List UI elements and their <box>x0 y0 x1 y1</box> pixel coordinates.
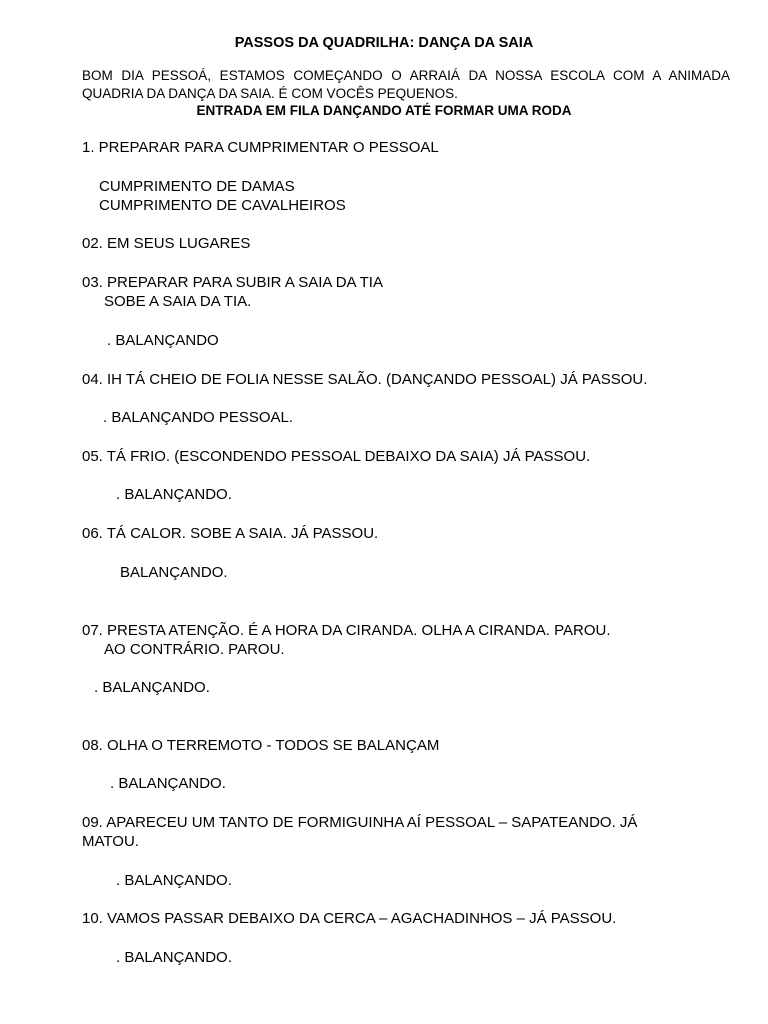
step-8: 08. OLHA O TERREMOTO - TODOS SE BALANÇAM <box>82 737 440 754</box>
step-9: 09. APARECEU UM TANTO DE FORMIGUINHA AÍ PESSOAL – SAPATEANDO. JÁ <box>82 814 638 831</box>
intro-line-2: QUADRIA DA DANÇA DA SAIA. É COM VOCÊS PEQUENOS. <box>82 86 458 101</box>
intro-line-1: BOM DIA PESSOÁ, ESTAMOS COMEÇANDO O ARRAIÁ DA NOSSA ESCOLA COM A ANIMADA <box>82 68 730 83</box>
step-4-swing: . BALANÇANDO PESSOAL. <box>103 409 294 426</box>
step-5: 05. TÁ FRIO. (ESCONDENDO PESSOAL DEBAIXO DA SAIA) JÁ PASSOU. <box>82 448 591 465</box>
document-title: PASSOS DA QUADRILHA: DANÇA DA SAIA <box>234 35 534 51</box>
step-3: 03. PREPARAR PARA SUBIR A SAIA DA TIA <box>82 274 383 291</box>
step-1-sub-2: CUMPRIMENTO DE CAVALHEIROS <box>99 197 346 214</box>
step-1-sub-1: CUMPRIMENTO DE DAMAS <box>99 178 295 195</box>
step-5-swing: . BALANÇANDO. <box>116 486 232 503</box>
step-10: 10. VAMOS PASSAR DEBAIXO DA CERCA – AGACHADINHOS – JÁ PASSOU. <box>82 910 617 927</box>
step-6-swing: BALANÇANDO. <box>120 564 228 581</box>
step-3-sub: SOBE A SAIA DA TIA. <box>104 293 252 310</box>
step-2: 02. EM SEUS LUGARES <box>82 235 251 252</box>
document-subtitle: ENTRADA EM FILA DANÇANDO ATÉ FORMAR UMA RODA <box>196 103 572 118</box>
step-9-swing: . BALANÇANDO. <box>116 872 232 889</box>
step-1: 1. PREPARAR PARA CUMPRIMENTAR O PESSOAL <box>82 139 439 156</box>
step-3-swing: . BALANÇANDO <box>107 332 219 349</box>
step-6: 06. TÁ CALOR. SOBE A SAIA. JÁ PASSOU. <box>82 525 379 542</box>
step-8-swing: . BALANÇANDO. <box>110 775 226 792</box>
step-10-swing: . BALANÇANDO. <box>116 949 232 966</box>
step-7: 07. PRESTA ATENÇÃO. É A HORA DA CIRANDA. OLHA A CIRANDA. PAROU. <box>82 622 611 639</box>
step-7-sub: AO CONTRÁRIO. PAROU. <box>104 641 285 658</box>
step-4: 04. IH TÁ CHEIO DE FOLIA NESSE SALÃO. (DANÇANDO PESSOAL) JÁ PASSOU. <box>82 371 648 388</box>
step-9-cont: MATOU. <box>82 833 139 850</box>
step-7-swing: . BALANÇANDO. <box>94 679 210 696</box>
